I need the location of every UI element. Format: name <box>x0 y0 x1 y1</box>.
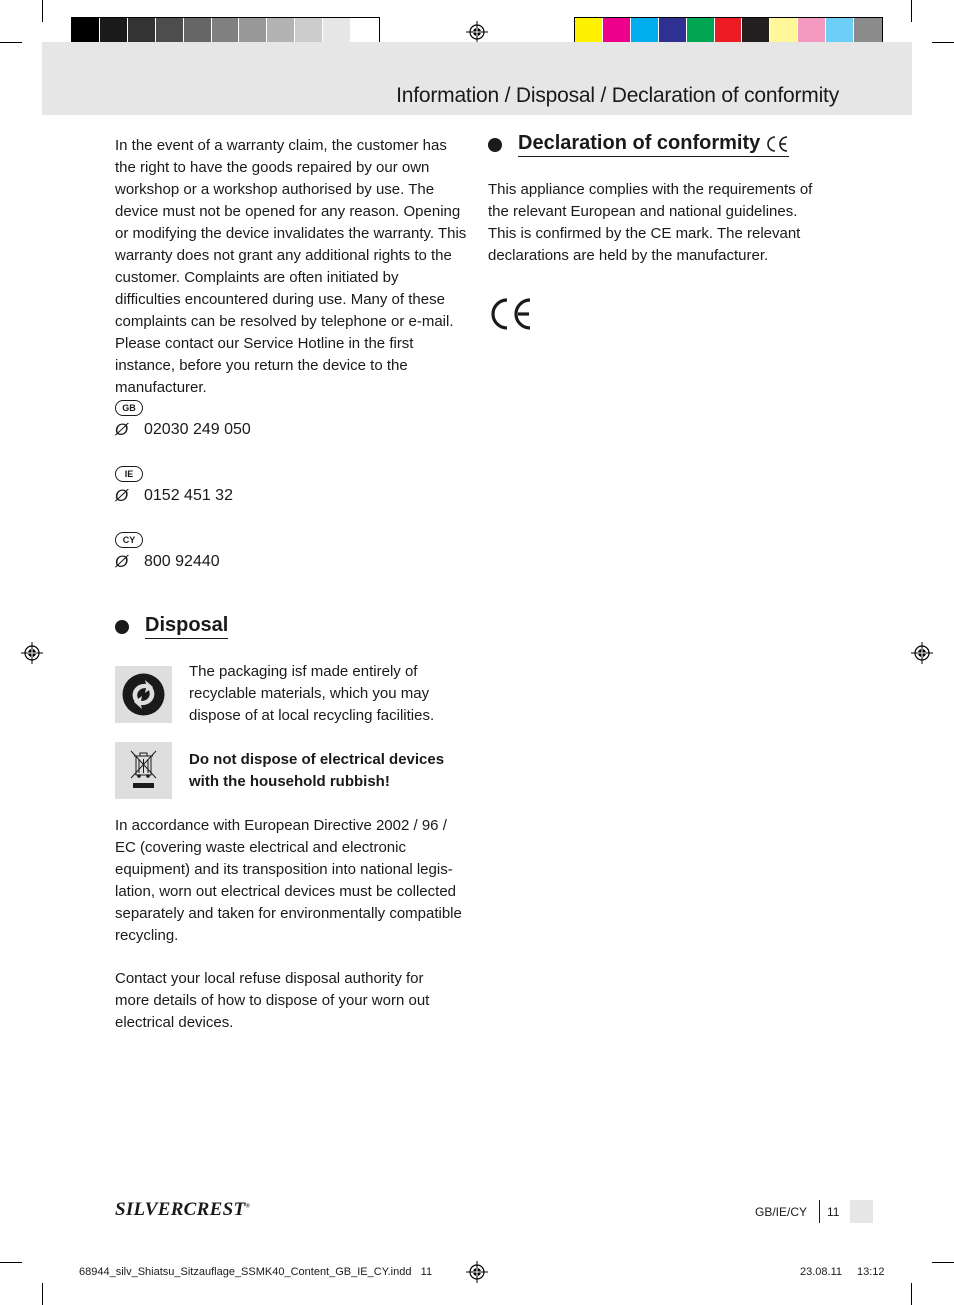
gray-swatch <box>239 18 267 45</box>
brand-logo: SILVERCREST® <box>115 1199 251 1220</box>
conformity-heading-text <box>518 132 789 157</box>
process-color-swatch <box>854 18 882 45</box>
process-color-swatch <box>687 18 715 45</box>
gray-swatch <box>267 18 295 45</box>
warning-text: Do not dispose of electrical devices with the household rubbish! <box>189 751 445 790</box>
hotline-row-gb <box>115 420 251 440</box>
gray-swatch <box>156 18 184 45</box>
bullet-icon <box>115 620 129 634</box>
ce-mark-icon <box>488 296 534 332</box>
process-color-swatch <box>715 18 743 45</box>
process-color-swatch <box>826 18 854 45</box>
page-title: Information / Disposal / Declaration of conformity <box>396 84 839 107</box>
ce-mark-icon <box>765 135 789 153</box>
phone-icon: Ø <box>115 486 129 505</box>
conformity-heading-label: Declaration of conformity <box>518 132 761 154</box>
directive-paragraph: In accordance with European Directive 2002 / 96 / EC (covering waste electrical and electronic equipment) and its transposition into national legis- lation, worn out electrical devices must be collected separately and taken for environmentally compatible recycling. <box>115 817 462 944</box>
gray-swatch <box>323 18 351 45</box>
process-color-swatch <box>742 18 770 45</box>
gray-swatch <box>72 18 100 45</box>
brand-logo-text: SILVERCREST <box>115 1199 246 1220</box>
recycle-icon <box>115 666 172 723</box>
print-date: 23.08.11 <box>800 1266 843 1278</box>
registration-mark-icon <box>466 1261 488 1283</box>
hotline-number: 02030 249 050 <box>144 421 251 438</box>
packaging-text: The packaging isf made entirely of recyclable materials, which you may dispose of at local recycling facilities. <box>189 663 435 724</box>
registration-mark-icon <box>911 642 933 664</box>
gray-swatch <box>295 18 323 45</box>
process-color-swatch <box>798 18 826 45</box>
hotline-number: 0152 451 32 <box>144 487 233 504</box>
disposal-heading <box>115 614 228 639</box>
warranty-paragraph: In the event of a warranty claim, the customer has the right to have the goods repaired by our own workshop or a workshop authorised by use. The device must not be opened for any reason. Opening or modifying the device invalidates the warranty. This warranty does not grant any additional rights to the customer. Complaints are often initiated by difficulties encountered during use. Many of these complaints can be resolved by telephone or e-mail. Please contact our Service Hotline in the first instance, before you return the device to the manufacturer. <box>115 137 467 396</box>
country-badge-cy: CY <box>115 532 143 548</box>
phone-icon: Ø <box>115 420 129 439</box>
weee-icon-box <box>115 742 172 799</box>
bullet-icon <box>488 138 502 152</box>
disposal-heading-text: Disposal <box>145 614 228 639</box>
gray-swatch <box>128 18 156 45</box>
contact-paragraph: Contact your local refuse disposal authority for more details of how to dispose of your worn out electrical devices. <box>115 970 430 1031</box>
page-number-tab <box>850 1200 873 1223</box>
gray-swatch <box>212 18 240 45</box>
process-color-swatch <box>770 18 798 45</box>
gray-swatch <box>351 18 379 45</box>
process-color-swatch <box>659 18 687 45</box>
print-time: 13:12 <box>857 1266 885 1278</box>
hotline-row-ie <box>115 486 233 506</box>
country-badge-gb: GB <box>115 400 143 416</box>
footer-divider <box>819 1200 820 1223</box>
file-info: 68944_silv_Shiatsu_Sitzauflage_SSMK40_Content_GB_IE_CY.indd 11 <box>79 1266 433 1278</box>
phone-icon: Ø <box>115 552 129 571</box>
region-label: GB/IE/CY <box>755 1205 808 1219</box>
process-color-swatch <box>603 18 631 45</box>
conformity-paragraph: This appliance complies with the requirements of the relevant European and national guidelines. This is confirmed by the CE mark. The relevant declarations are held by the manufacturer. <box>488 181 813 264</box>
country-badge-ie: IE <box>115 466 143 482</box>
crossed-bin-icon <box>115 742 172 799</box>
process-color-swatch <box>575 18 603 45</box>
registration-mark-icon <box>21 642 43 664</box>
recycle-icon-box <box>115 666 172 723</box>
page-number: 11 <box>827 1205 840 1219</box>
gray-swatch <box>184 18 212 45</box>
hotline-row-cy <box>115 552 220 572</box>
conformity-heading <box>488 132 789 157</box>
registration-mark-icon <box>466 21 488 43</box>
gray-swatch <box>100 18 128 45</box>
process-color-swatch <box>631 18 659 45</box>
hotline-number: 800 92440 <box>144 553 220 570</box>
